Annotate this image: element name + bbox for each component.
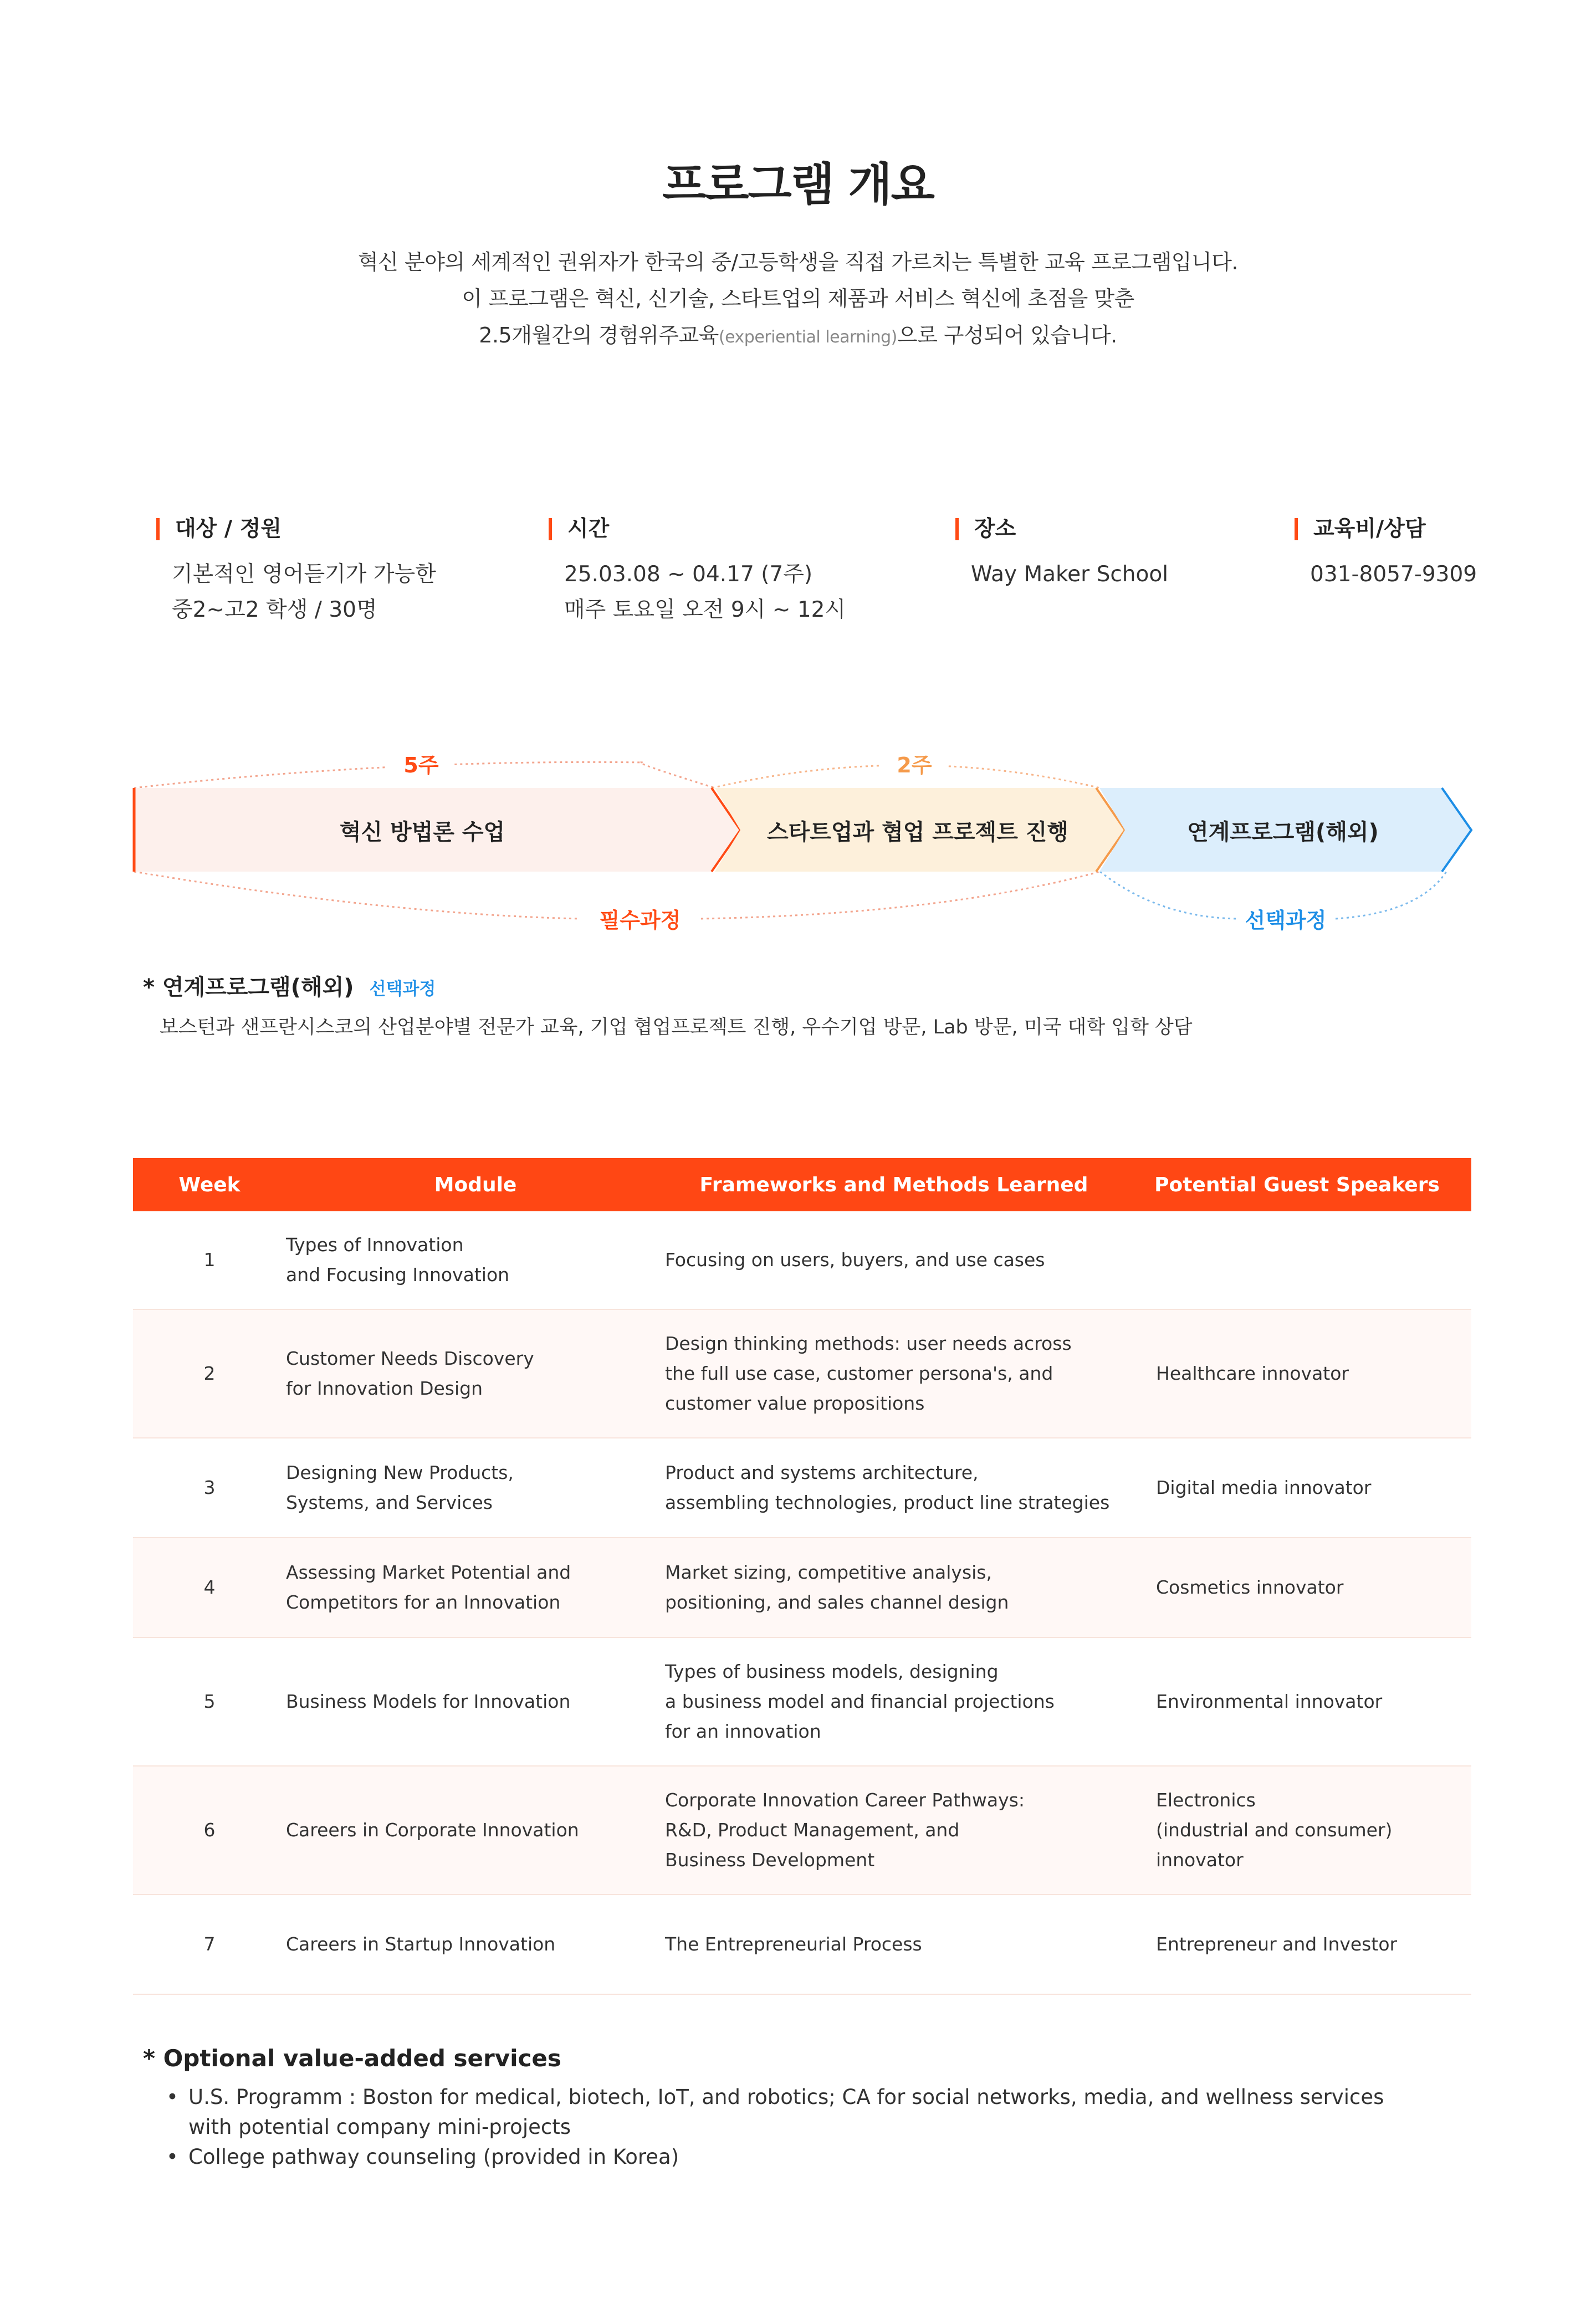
cell-speakers: Healthcare innovator: [1156, 1363, 1349, 1384]
cell-module: Assessing Market Potential and Competitors for an Innovation: [286, 1561, 571, 1613]
cell-week: 3: [203, 1477, 216, 1498]
info-time-value: [549, 557, 846, 628]
intro-line-3-b: 으로 구성되어 있습니다.: [897, 323, 1117, 347]
cell-week: 5: [203, 1691, 216, 1712]
weeks-2-label: 2주: [881, 748, 948, 779]
step-3-label: 연계프로그램(해외): [1187, 820, 1379, 845]
info-target-line-2: 중2~고2 학생 / 30명: [172, 597, 377, 622]
table-row: [133, 1895, 1471, 1995]
intro-text: [0, 244, 1596, 356]
header-methods: Frameworks and Methods Learned: [699, 1173, 1088, 1196]
table-row: [133, 1538, 1471, 1638]
info-contact-value: [1295, 557, 1477, 592]
program-flow: [0, 737, 1596, 948]
header-speakers: Potential Guest Speakers: [1154, 1173, 1440, 1196]
cell-speakers: Digital media innovator: [1156, 1477, 1372, 1498]
cell-module: Careers in Corporate Innovation: [286, 1819, 579, 1841]
table-row: [133, 1438, 1471, 1538]
info-time-label: 시간: [549, 518, 846, 540]
cell-module: Customer Needs Discovery for Innovation Design: [286, 1348, 534, 1399]
linked-program-desc: 보스턴과 샌프란시스코의 산업분야별 전문가 교육, 기업 협업프로젝트 진행, 우수기업 방문, Lab 방문, 미국 대학 입학 상담: [160, 1016, 1193, 1038]
optional-service-item: • College pathway counseling (provided in Korea): [166, 2142, 1384, 2172]
weeks-5-label: 5주: [388, 748, 454, 779]
cell-methods: Corporate Innovation Career Pathways: R&D, Product Management, and Business Development: [665, 1789, 1025, 1871]
intro-line-3: [0, 317, 1596, 356]
cell-week: 1: [203, 1249, 216, 1271]
cell-week: 4: [203, 1576, 216, 1598]
info-contact: [1295, 518, 1477, 592]
cell-module: Careers in Startup Innovation: [286, 1933, 556, 1955]
cell-week: 2: [203, 1363, 216, 1384]
optional-service-item: • U.S. Programm : Boston for medical, biotech, IoT, and robotics; CA for social networks, media, and wellness services with potential company mini-projects: [166, 2082, 1384, 2142]
page-title: 프로그램 개요: [662, 158, 934, 211]
cell-methods: Product and systems architecture, assembling technologies, product line strategies: [665, 1462, 1110, 1513]
info-place: [955, 518, 1168, 592]
cell-speakers: Entrepreneur and Investor: [1156, 1933, 1398, 1955]
info-target-value: [156, 557, 436, 628]
cell-speakers: Electronics (industrial and consumer) innovator: [1156, 1789, 1393, 1871]
table-header: [133, 1158, 1471, 1211]
info-place-label: 장소: [955, 518, 1168, 540]
intro-line-2: 이 프로그램은 혁신, 신기술, 스타트업의 제품과 서비스 혁신에 초점을 맞춘: [462, 286, 1134, 311]
info-place-value: [955, 557, 1168, 592]
info-contact-label: 교육비/상담: [1295, 518, 1477, 540]
table-row: [133, 1211, 1471, 1310]
info-target-line-1: 기본적인 영어듣기가 가능한: [172, 562, 436, 587]
cell-methods: Design thinking methods: user needs across the full use case, customer persona's, and customer value propositions: [665, 1333, 1072, 1414]
cell-speakers: Environmental innovator: [1156, 1691, 1383, 1712]
optional-services-title: * Optional value-added services: [143, 2045, 561, 2072]
header-module: Module: [434, 1173, 517, 1196]
cell-methods: Market sizing, competitive analysis, positioning, and sales channel design: [665, 1561, 1009, 1613]
curriculum-table: [133, 1158, 1471, 1995]
intro-line-1: 혁신 분야의 세계적인 권위자가 한국의 중/고등학생을 직접 가르치는 특별한 교육 프로그램입니다.: [358, 250, 1238, 274]
linked-program-title-text: * 연계프로그램(해외): [143, 975, 354, 1000]
intro-line-3-a: 2.5개월간의 경험위주교육: [479, 323, 719, 347]
required-course-label: 필수과정: [582, 903, 698, 934]
cell-module: Business Models for Innovation: [286, 1691, 571, 1712]
info-target-label: 대상 / 정원: [156, 518, 436, 540]
cell-module: Designing New Products, Systems, and Services: [286, 1462, 514, 1513]
intro-line-3-muted: (experiential learning): [718, 327, 897, 347]
table-row: [133, 1638, 1471, 1767]
optional-course-label: 선택과정: [1236, 903, 1336, 934]
table-row: [133, 1767, 1471, 1895]
info-place-line-1: Way Maker School: [971, 562, 1169, 587]
cell-methods: Types of business models, designing a business model and financial projections for an innovation: [665, 1661, 1055, 1742]
info-time-line-2: 매주 토요일 오전 9시 ~ 12시: [564, 597, 846, 622]
step-1-label: 혁신 방법론 수업: [339, 820, 505, 845]
linked-program-badge: 선택과정: [369, 979, 436, 999]
info-time-line-1: 25.03.08 ~ 04.17 (7주): [564, 562, 813, 587]
step-2-label: 스타트업과 협업 프로젝트 진행: [766, 820, 1069, 845]
optional-services-list: [166, 2082, 1384, 2172]
cell-module: Types of Innovation and Focusing Innovation: [286, 1234, 510, 1286]
cell-methods: Focusing on users, buyers, and use cases: [665, 1249, 1045, 1271]
table-body: [133, 1211, 1471, 1995]
info-contact-line-1: 031-8057-9309: [1310, 562, 1477, 587]
table-row: [133, 1310, 1471, 1438]
info-target: [156, 518, 436, 628]
cell-methods: The Entrepreneurial Process: [665, 1933, 922, 1955]
cell-week: 6: [203, 1819, 216, 1841]
linked-program-title: [143, 970, 436, 1001]
cell-speakers: Cosmetics innovator: [1156, 1576, 1344, 1598]
info-time: [549, 518, 846, 628]
header-week: Week: [178, 1173, 241, 1196]
cell-week: 7: [203, 1933, 216, 1955]
